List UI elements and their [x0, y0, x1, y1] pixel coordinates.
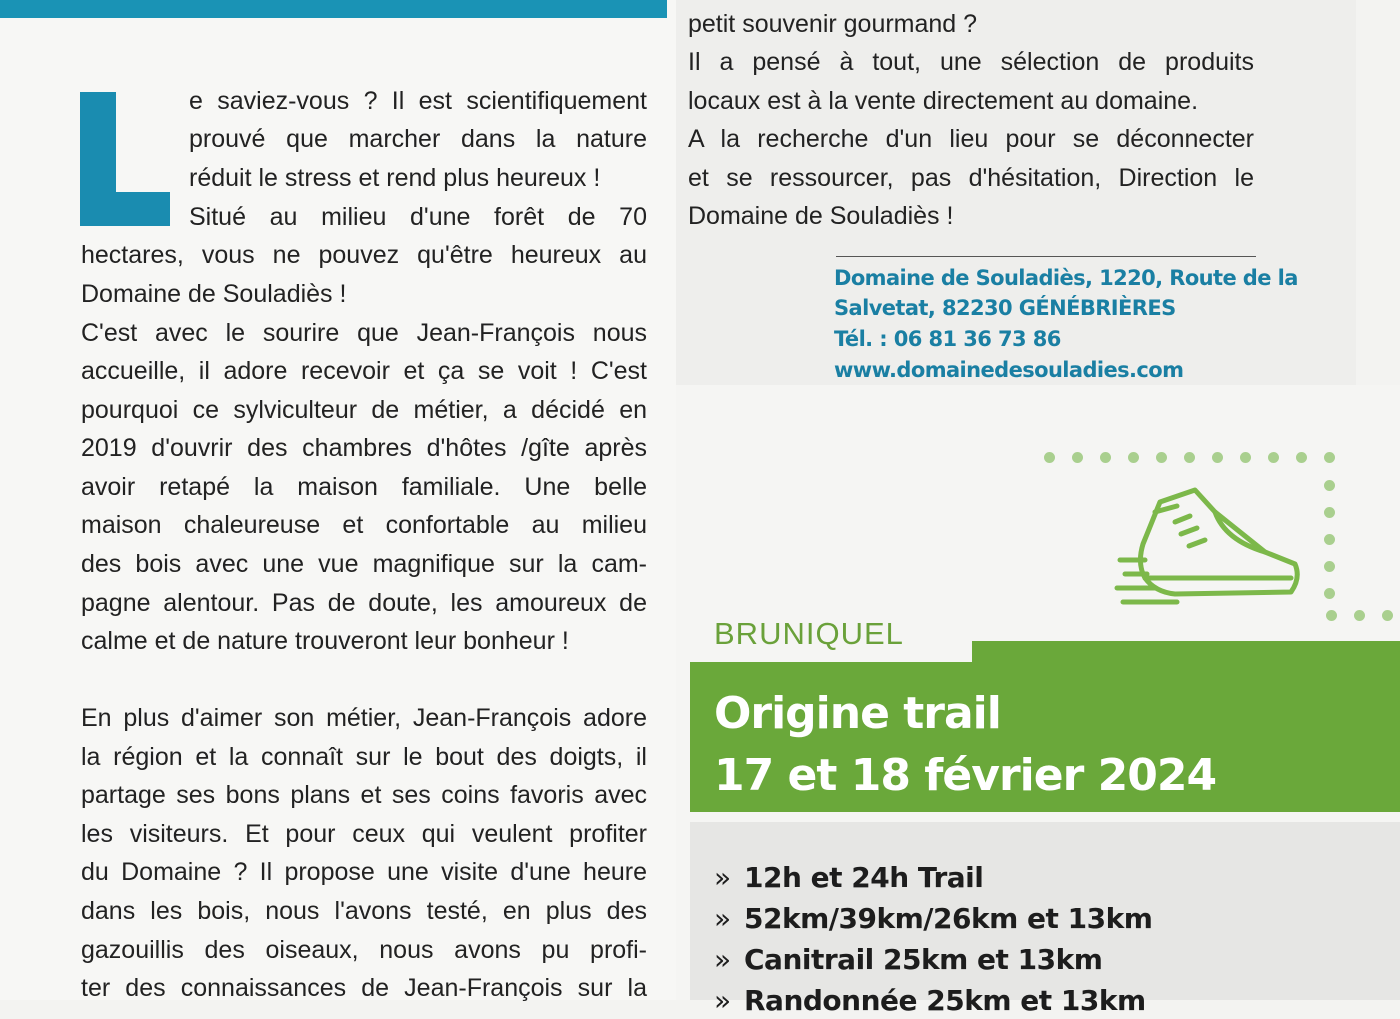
article-line: les visiteurs. Et pour ceux qui veulent profiter: [81, 820, 647, 848]
bullet-icon: »: [714, 943, 731, 976]
article-line: maison chaleureuse et confortable au milieu: [81, 511, 647, 539]
decoration-dot: [1128, 452, 1139, 463]
article-line: e saviez-vous ? Il est scientifiquement: [189, 87, 647, 115]
decoration-dot: [1044, 452, 1055, 463]
top-accent-bar: [0, 0, 667, 18]
event-detail-item: » Canitrail 25km et 13km: [714, 943, 1103, 976]
event-detail-item: » 12h et 24h Trail: [714, 861, 984, 894]
contact-address-line1: Domaine de Souladiès, 1220, Route de la: [834, 266, 1298, 290]
decoration-dot: [1156, 452, 1167, 463]
article-line: du Domaine ? Il propose une visite d'une heure: [81, 858, 647, 886]
article-line: A la recherche d'un lieu pour se déconnecter: [688, 125, 1254, 153]
drop-cap-letter: [80, 92, 170, 226]
decoration-dot: [1324, 588, 1335, 599]
decoration-dot: [1324, 561, 1335, 572]
contact-divider: [836, 256, 1256, 257]
decoration-dot: [1100, 452, 1111, 463]
article-line: Situé au milieu d'une forêt de 70: [189, 203, 647, 231]
decoration-dot: [1296, 452, 1307, 463]
event-title-tab: [972, 641, 1400, 663]
decoration-dot: [1212, 452, 1223, 463]
decoration-dot: [1324, 534, 1335, 545]
article-line: la région et la connaît sur le bout des doigts, il: [81, 743, 647, 771]
bullet-icon: »: [714, 861, 731, 894]
article-line: pagne alentour. Pas de doute, les amoureux de: [81, 589, 647, 617]
event-date: 17 et 18 février 2024: [714, 750, 1217, 801]
decoration-dot: [1324, 507, 1335, 518]
decoration-dot: [1072, 452, 1083, 463]
article-line: et se ressourcer, pas d'hésitation, Direction le: [688, 164, 1254, 192]
decoration-dot: [1354, 610, 1365, 621]
article-line: pourquoi ce sylviculteur de métier, a décidé en: [81, 396, 647, 424]
decoration-dot: [1324, 480, 1335, 491]
decoration-dot: [1324, 452, 1335, 463]
article-line: Il a pensé à tout, une sélection de produits: [688, 48, 1254, 76]
article-line: gazouillis des oiseaux, nous avons pu profi-: [81, 936, 647, 964]
contact-address-line2: Salvetat, 82230 GÉNÉBRIÈRES: [834, 296, 1176, 320]
decoration-dot: [1326, 610, 1337, 621]
article-line: 2019 d'ouvrir des chambres d'hôtes /gîte après: [81, 434, 647, 462]
contact-website[interactable]: www.domainedesouladies.com: [834, 358, 1184, 382]
decoration-dot: [1240, 452, 1251, 463]
article-line: avoir retapé la maison familiale. Une belle: [81, 473, 647, 501]
article-line: prouvé que marcher dans la nature: [189, 125, 647, 153]
article-line: des bois avec une vue magnifique sur la cam-: [81, 550, 647, 578]
event-detail-item: » 52km/39km/26km et 13km: [714, 902, 1153, 935]
bullet-icon: »: [714, 902, 731, 935]
event-town: BRUNIQUEL: [714, 616, 904, 651]
article-line: accueille, il adore recevoir et ça se voit ! C'est: [81, 357, 647, 385]
event-title: Origine trail: [714, 688, 1001, 739]
article-line: C'est avec le sourire que Jean-François nous: [81, 319, 647, 347]
article-line: calme et de nature trouveront leur bonheur !: [81, 627, 569, 655]
decoration-dot: [1184, 452, 1195, 463]
event-detail-item: » Randonnée 25km et 13km: [714, 984, 1146, 1017]
article-line: dans les bois, nous l'avons testé, en plus des: [81, 897, 647, 925]
article-line: partage ses bons plans et ses coins favoris avec: [81, 781, 647, 809]
running-shoe-icon: [1115, 482, 1305, 622]
bullet-icon: »: [714, 984, 731, 1017]
decoration-dot: [1382, 610, 1393, 621]
article-line: petit souvenir gourmand ?: [688, 10, 978, 38]
contact-phone: Tél. : 06 81 36 73 86: [834, 327, 1061, 351]
article-line: Domaine de Souladiès !: [688, 202, 954, 230]
article-line: ter des connaissances de Jean-François sur la: [81, 974, 647, 1002]
article-line: Domaine de Souladiès !: [81, 280, 347, 308]
article-line: locaux est à la vente directement au domaine.: [688, 87, 1199, 115]
article-line: réduit le stress et rend plus heureux !: [189, 164, 601, 192]
decoration-dot: [1268, 452, 1279, 463]
article-line: hectares, vous ne pouvez qu'être heureux au: [81, 241, 647, 269]
article-line: En plus d'aimer son métier, Jean-François adore: [81, 704, 647, 732]
